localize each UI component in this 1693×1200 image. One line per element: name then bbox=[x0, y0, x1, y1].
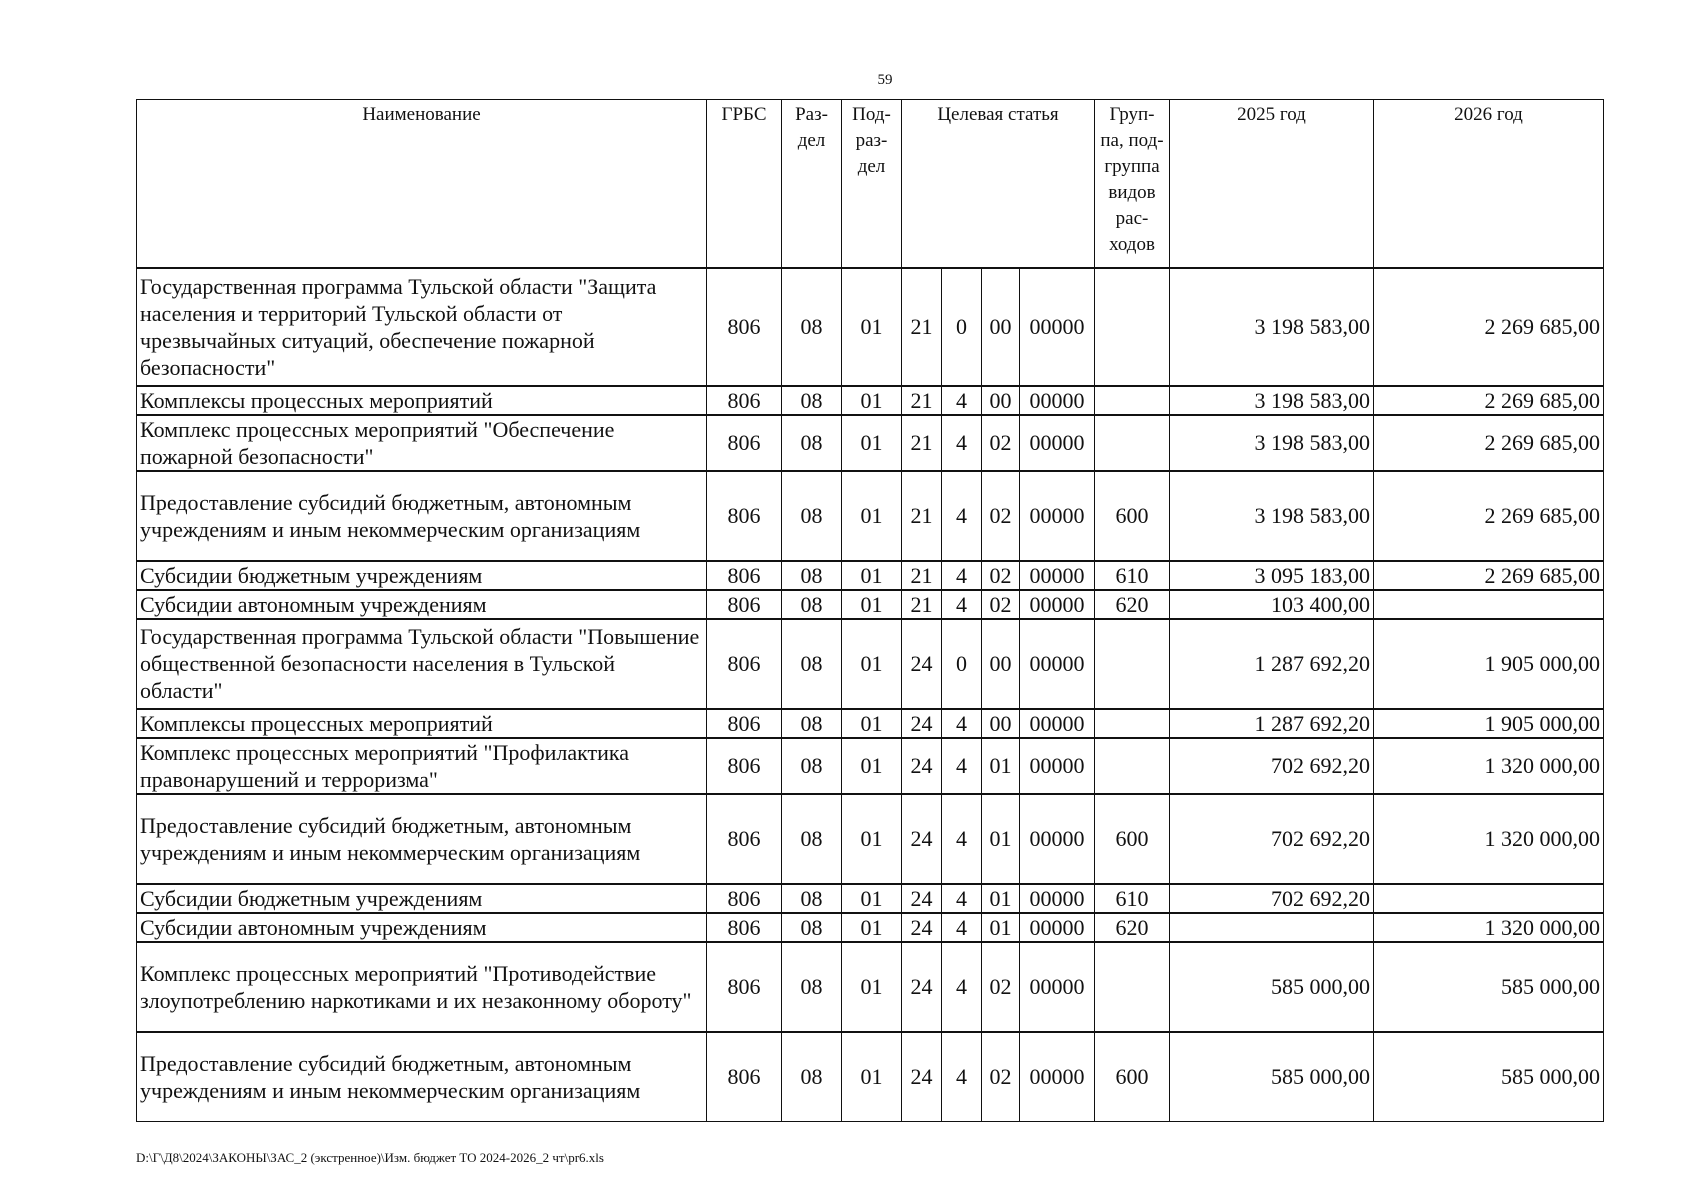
cell-razdel: 08 bbox=[782, 471, 842, 561]
page-number: 59 bbox=[877, 72, 893, 88]
cell-razdel: 08 bbox=[782, 913, 842, 942]
cell-tselevaya-subprogram: 01 bbox=[982, 884, 1020, 913]
cell-vid-rashodov bbox=[1095, 386, 1170, 415]
cell-razdel: 08 bbox=[782, 794, 842, 884]
cell-tselevaya-program: 21 bbox=[902, 561, 942, 590]
header-tselevaya-statya: Целевая статья bbox=[902, 100, 1095, 268]
table-row bbox=[137, 942, 1604, 1032]
cell-amount-2025: 3 198 583,00 bbox=[1170, 386, 1374, 415]
cell-tselevaya-direction: 00000 bbox=[1020, 884, 1095, 913]
cell-razdel: 08 bbox=[782, 561, 842, 590]
cell-grbs: 806 bbox=[707, 619, 782, 709]
cell-amount-2025: 3 095 183,00 bbox=[1170, 561, 1374, 590]
cell-tselevaya-type: 4 bbox=[942, 471, 982, 561]
cell-razdel: 08 bbox=[782, 590, 842, 619]
cell-vid-rashodov: 600 bbox=[1095, 1032, 1170, 1122]
cell-tselevaya-type: 4 bbox=[942, 884, 982, 913]
table-row bbox=[137, 471, 1604, 561]
cell-tselevaya-program: 24 bbox=[902, 913, 942, 942]
cell-tselevaya-type: 4 bbox=[942, 415, 982, 471]
cell-vid-rashodov: 620 bbox=[1095, 913, 1170, 942]
cell-tselevaya-type: 0 bbox=[942, 268, 982, 386]
cell-razdel: 08 bbox=[782, 1032, 842, 1122]
cell-amount-2025: 585 000,00 bbox=[1170, 1032, 1374, 1122]
cell-grbs: 806 bbox=[707, 794, 782, 884]
cell-tselevaya-direction: 00000 bbox=[1020, 1032, 1095, 1122]
cell-name: Комплексы процессных мероприятий bbox=[137, 386, 707, 415]
cell-amount-2026 bbox=[1374, 884, 1604, 913]
cell-vid-rashodov bbox=[1095, 709, 1170, 738]
cell-vid-rashodov bbox=[1095, 415, 1170, 471]
cell-grbs: 806 bbox=[707, 738, 782, 794]
table-row bbox=[137, 619, 1604, 709]
table-row bbox=[137, 738, 1604, 794]
cell-podrazdel: 01 bbox=[842, 471, 902, 561]
header-grbs: ГРБС bbox=[707, 100, 782, 268]
cell-amount-2025: 702 692,20 bbox=[1170, 884, 1374, 913]
cell-tselevaya-direction: 00000 bbox=[1020, 415, 1095, 471]
cell-amount-2025: 3 198 583,00 bbox=[1170, 415, 1374, 471]
cell-name: Комплекс процессных мероприятий "Противодействие злоупотреблению наркотиками и их незаконному обороту" bbox=[137, 942, 707, 1032]
table-row bbox=[137, 794, 1604, 884]
cell-name: Субсидии бюджетным учреждениям bbox=[137, 561, 707, 590]
footer-file-path: D:\Г\Д8\2024\ЗАКОНЫ\ЗАС_2 (экстренное)\Изм. бюджет ТО 2024-2026_2 чт\pr6.xls bbox=[136, 1150, 604, 1165]
cell-tselevaya-type: 4 bbox=[942, 794, 982, 884]
cell-tselevaya-direction: 00000 bbox=[1020, 561, 1095, 590]
cell-name: Субсидии автономным учреждениям bbox=[137, 913, 707, 942]
cell-podrazdel: 01 bbox=[842, 709, 902, 738]
cell-tselevaya-program: 21 bbox=[902, 268, 942, 386]
cell-amount-2026: 1 905 000,00 bbox=[1374, 619, 1604, 709]
cell-podrazdel: 01 bbox=[842, 619, 902, 709]
cell-tselevaya-subprogram: 02 bbox=[982, 561, 1020, 590]
cell-amount-2026: 585 000,00 bbox=[1374, 1032, 1604, 1122]
cell-amount-2025: 1 287 692,20 bbox=[1170, 709, 1374, 738]
cell-amount-2026: 2 269 685,00 bbox=[1374, 561, 1604, 590]
cell-podrazdel: 01 bbox=[842, 561, 902, 590]
cell-amount-2026: 1 905 000,00 bbox=[1374, 709, 1604, 738]
cell-tselevaya-type: 4 bbox=[942, 738, 982, 794]
cell-vid-rashodov bbox=[1095, 738, 1170, 794]
cell-podrazdel: 01 bbox=[842, 884, 902, 913]
cell-tselevaya-program: 24 bbox=[902, 738, 942, 794]
cell-tselevaya-type: 0 bbox=[942, 619, 982, 709]
cell-tselevaya-type: 4 bbox=[942, 709, 982, 738]
cell-podrazdel: 01 bbox=[842, 415, 902, 471]
cell-name: Государственная программа Тульской области "Повышение общественной безопасности населения в Тульской области" bbox=[137, 619, 707, 709]
cell-razdel: 08 bbox=[782, 415, 842, 471]
cell-grbs: 806 bbox=[707, 590, 782, 619]
cell-name: Предоставление субсидий бюджетным, автономным учреждениям и иным некоммерческим организациям bbox=[137, 794, 707, 884]
cell-amount-2026: 1 320 000,00 bbox=[1374, 794, 1604, 884]
cell-tselevaya-subprogram: 00 bbox=[982, 268, 1020, 386]
cell-tselevaya-program: 21 bbox=[902, 415, 942, 471]
cell-podrazdel: 01 bbox=[842, 913, 902, 942]
cell-name: Предоставление субсидий бюджетным, автономным учреждениям и иным некоммерческим организациям bbox=[137, 471, 707, 561]
cell-amount-2026: 2 269 685,00 bbox=[1374, 386, 1604, 415]
cell-razdel: 08 bbox=[782, 942, 842, 1032]
cell-amount-2025: 3 198 583,00 bbox=[1170, 471, 1374, 561]
cell-amount-2026: 2 269 685,00 bbox=[1374, 415, 1604, 471]
cell-amount-2025: 3 198 583,00 bbox=[1170, 268, 1374, 386]
cell-podrazdel: 01 bbox=[842, 590, 902, 619]
cell-vid-rashodov: 610 bbox=[1095, 884, 1170, 913]
cell-amount-2026 bbox=[1374, 590, 1604, 619]
cell-amount-2026: 1 320 000,00 bbox=[1374, 913, 1604, 942]
cell-tselevaya-type: 4 bbox=[942, 942, 982, 1032]
cell-name: Государственная программа Тульской области "Защита населения и территорий Тульской области от чрезвычайных ситуаций, обеспечение пожарной безопасности" bbox=[137, 268, 707, 386]
cell-tselevaya-type: 4 bbox=[942, 1032, 982, 1122]
cell-grbs: 806 bbox=[707, 415, 782, 471]
cell-tselevaya-direction: 00000 bbox=[1020, 794, 1095, 884]
table-header bbox=[137, 100, 1604, 268]
cell-razdel: 08 bbox=[782, 738, 842, 794]
table-row bbox=[137, 268, 1604, 386]
header-2025: 2025 год bbox=[1170, 100, 1374, 268]
cell-tselevaya-subprogram: 02 bbox=[982, 942, 1020, 1032]
cell-name: Субсидии бюджетным учреждениям bbox=[137, 884, 707, 913]
table-body bbox=[137, 268, 1604, 1122]
cell-name: Предоставление субсидий бюджетным, автономным учреждениям и иным некоммерческим организациям bbox=[137, 1032, 707, 1122]
cell-tselevaya-program: 24 bbox=[902, 942, 942, 1032]
cell-vid-rashodov: 600 bbox=[1095, 794, 1170, 884]
cell-razdel: 08 bbox=[782, 884, 842, 913]
header-gruppa-vidov-rashodov: Груп- па, под- группа видов рас- ходов bbox=[1095, 100, 1170, 268]
cell-tselevaya-subprogram: 00 bbox=[982, 709, 1020, 738]
cell-amount-2026: 585 000,00 bbox=[1374, 942, 1604, 1032]
cell-amount-2026: 2 269 685,00 bbox=[1374, 471, 1604, 561]
cell-tselevaya-direction: 00000 bbox=[1020, 942, 1095, 1032]
cell-amount-2025: 702 692,20 bbox=[1170, 794, 1374, 884]
table-row bbox=[137, 884, 1604, 913]
cell-tselevaya-program: 24 bbox=[902, 709, 942, 738]
cell-tselevaya-direction: 00000 bbox=[1020, 619, 1095, 709]
cell-vid-rashodov bbox=[1095, 268, 1170, 386]
cell-tselevaya-direction: 00000 bbox=[1020, 471, 1095, 561]
table-row bbox=[137, 1032, 1604, 1122]
cell-grbs: 806 bbox=[707, 709, 782, 738]
table-row bbox=[137, 386, 1604, 415]
cell-podrazdel: 01 bbox=[842, 386, 902, 415]
cell-razdel: 08 bbox=[782, 709, 842, 738]
cell-razdel: 08 bbox=[782, 386, 842, 415]
cell-grbs: 806 bbox=[707, 913, 782, 942]
cell-grbs: 806 bbox=[707, 884, 782, 913]
cell-tselevaya-direction: 00000 bbox=[1020, 913, 1095, 942]
cell-tselevaya-subprogram: 01 bbox=[982, 794, 1020, 884]
cell-tselevaya-program: 24 bbox=[902, 619, 942, 709]
cell-amount-2025: 702 692,20 bbox=[1170, 738, 1374, 794]
cell-vid-rashodov: 620 bbox=[1095, 590, 1170, 619]
cell-vid-rashodov bbox=[1095, 942, 1170, 1032]
cell-tselevaya-direction: 00000 bbox=[1020, 386, 1095, 415]
cell-tselevaya-program: 21 bbox=[902, 386, 942, 415]
cell-tselevaya-subprogram: 02 bbox=[982, 590, 1020, 619]
cell-tselevaya-program: 24 bbox=[902, 794, 942, 884]
cell-tselevaya-type: 4 bbox=[942, 561, 982, 590]
cell-podrazdel: 01 bbox=[842, 738, 902, 794]
cell-amount-2026: 1 320 000,00 bbox=[1374, 738, 1604, 794]
cell-razdel: 08 bbox=[782, 619, 842, 709]
cell-name: Субсидии автономным учреждениям bbox=[137, 590, 707, 619]
table-row bbox=[137, 590, 1604, 619]
cell-tselevaya-program: 21 bbox=[902, 590, 942, 619]
table-row bbox=[137, 561, 1604, 590]
header-2026: 2026 год bbox=[1374, 100, 1604, 268]
cell-tselevaya-direction: 00000 bbox=[1020, 590, 1095, 619]
cell-tselevaya-subprogram: 02 bbox=[982, 471, 1020, 561]
cell-grbs: 806 bbox=[707, 561, 782, 590]
cell-vid-rashodov: 600 bbox=[1095, 471, 1170, 561]
cell-tselevaya-subprogram: 00 bbox=[982, 619, 1020, 709]
cell-tselevaya-program: 24 bbox=[902, 884, 942, 913]
table-row bbox=[137, 913, 1604, 942]
cell-grbs: 806 bbox=[707, 942, 782, 1032]
table-row bbox=[137, 709, 1604, 738]
cell-name: Комплексы процессных мероприятий bbox=[137, 709, 707, 738]
header-name: Наименование bbox=[137, 100, 707, 268]
cell-amount-2025 bbox=[1170, 913, 1374, 942]
cell-tselevaya-program: 24 bbox=[902, 1032, 942, 1122]
cell-tselevaya-subprogram: 02 bbox=[982, 415, 1020, 471]
cell-name: Комплекс процессных мероприятий "Обеспечение пожарной безопасности" bbox=[137, 415, 707, 471]
cell-amount-2025: 585 000,00 bbox=[1170, 942, 1374, 1032]
cell-vid-rashodov: 610 bbox=[1095, 561, 1170, 590]
cell-tselevaya-subprogram: 02 bbox=[982, 1032, 1020, 1122]
cell-tselevaya-type: 4 bbox=[942, 386, 982, 415]
cell-tselevaya-direction: 00000 bbox=[1020, 709, 1095, 738]
cell-tselevaya-direction: 00000 bbox=[1020, 268, 1095, 386]
cell-tselevaya-type: 4 bbox=[942, 913, 982, 942]
cell-tselevaya-subprogram: 00 bbox=[982, 386, 1020, 415]
cell-amount-2025: 1 287 692,20 bbox=[1170, 619, 1374, 709]
cell-tselevaya-direction: 00000 bbox=[1020, 738, 1095, 794]
cell-podrazdel: 01 bbox=[842, 942, 902, 1032]
cell-grbs: 806 bbox=[707, 1032, 782, 1122]
header-podrazdel: Под- раз- дел bbox=[842, 100, 902, 268]
cell-podrazdel: 01 bbox=[842, 1032, 902, 1122]
cell-name: Комплекс процессных мероприятий "Профилактика правонарушений и терроризма" bbox=[137, 738, 707, 794]
table-row bbox=[137, 415, 1604, 471]
cell-podrazdel: 01 bbox=[842, 794, 902, 884]
cell-tselevaya-subprogram: 01 bbox=[982, 913, 1020, 942]
cell-grbs: 806 bbox=[707, 268, 782, 386]
cell-amount-2026: 2 269 685,00 bbox=[1374, 268, 1604, 386]
cell-vid-rashodov bbox=[1095, 619, 1170, 709]
cell-tselevaya-type: 4 bbox=[942, 590, 982, 619]
cell-grbs: 806 bbox=[707, 471, 782, 561]
cell-razdel: 08 bbox=[782, 268, 842, 386]
budget-table bbox=[136, 99, 1604, 1122]
header-razdel: Раз- дел bbox=[782, 100, 842, 268]
cell-grbs: 806 bbox=[707, 386, 782, 415]
cell-amount-2025: 103 400,00 bbox=[1170, 590, 1374, 619]
cell-tselevaya-program: 21 bbox=[902, 471, 942, 561]
cell-tselevaya-subprogram: 01 bbox=[982, 738, 1020, 794]
cell-podrazdel: 01 bbox=[842, 268, 902, 386]
